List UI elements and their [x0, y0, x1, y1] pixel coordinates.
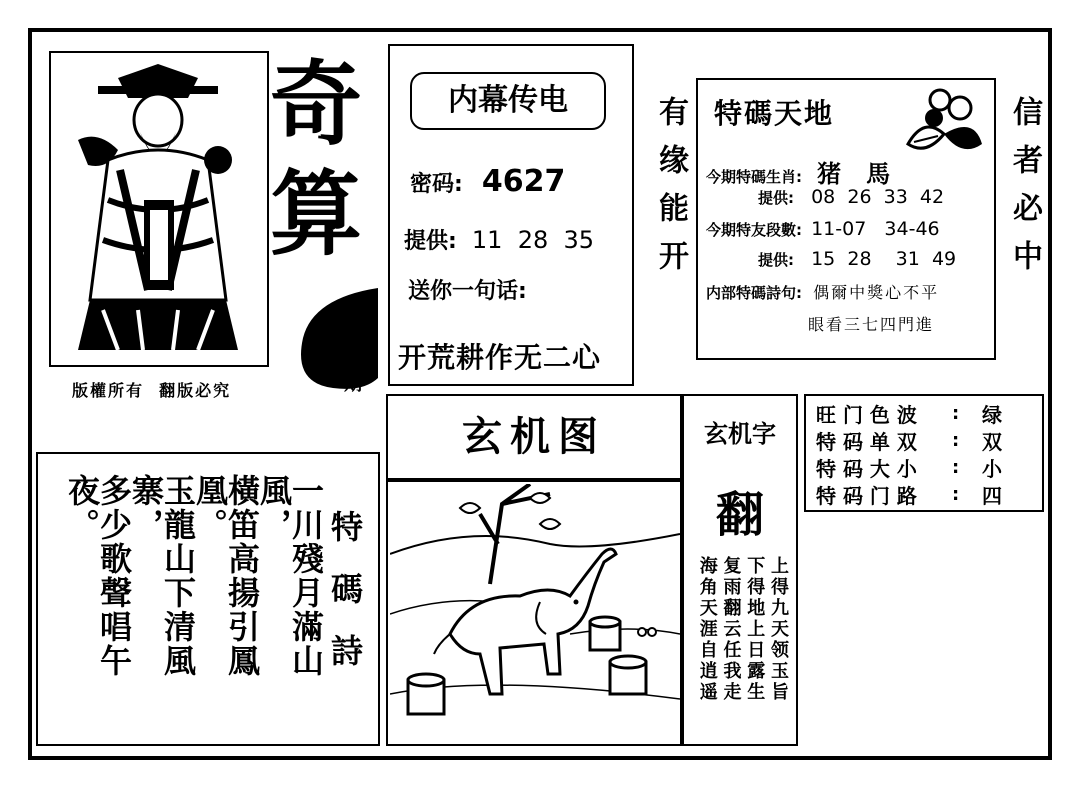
attribute-value: 四	[982, 484, 1002, 508]
tema-provide2-value: 15 28 31 49	[811, 248, 957, 270]
attribute-sep: :	[952, 430, 960, 451]
phrase-text: 开荒耕作无二心	[398, 341, 602, 374]
xuanji-zi-panel	[682, 394, 798, 746]
tema-poem-line: 橫笛高揚引鳳凰。	[191, 474, 261, 678]
xuanji-tu-title-box	[386, 394, 682, 480]
friend-row	[706, 218, 940, 240]
tema-provide1-value: 08 26 33 42	[811, 186, 945, 208]
tema-poem-columns	[63, 474, 368, 738]
xuanji-zi-column: 上得九天领玉旨	[767, 556, 789, 703]
attribute-sep: :	[952, 457, 960, 478]
tema-provide2-label: 提供:	[758, 251, 794, 269]
password-value: 4627	[481, 164, 566, 199]
zodiac-label: 今期特碼生肖:	[706, 168, 802, 186]
tema-poem-line: 一川殘月滿山風，	[255, 474, 325, 678]
attribute-row	[816, 400, 1032, 427]
password-label: 密码:	[410, 172, 463, 197]
xuanji-zi-column: 复雨翻云任我走	[720, 556, 742, 703]
inner-provide-label: 提供:	[404, 229, 457, 254]
tema-poem-title: 特碼詩	[326, 510, 364, 696]
banner-ink-blob	[293, 288, 378, 398]
elephant-illustration	[390, 484, 680, 744]
tema-poem-line: 玉龍山下清風寨，	[127, 474, 197, 678]
tema-provide1-row	[758, 186, 944, 208]
attribute-label: 特 码 单 双	[816, 430, 917, 454]
issue-suffix: 期	[344, 374, 362, 395]
inner-message-panel	[388, 44, 634, 386]
attribute-row	[816, 454, 1032, 481]
tema-provide1-label: 提供:	[758, 189, 794, 207]
tema-poem-line: 多少歌聲唱午夜。	[63, 474, 133, 678]
inner-title-box	[410, 72, 606, 130]
attribute-sep: :	[952, 484, 960, 505]
attribute-value: 小	[982, 457, 1002, 481]
xuanji-tu-illustration-box	[386, 480, 682, 746]
inner-title: 内幕传电	[448, 83, 568, 118]
xuanji-tu-title: 玄机图	[462, 414, 606, 460]
banner-title-suan: 算	[270, 160, 363, 268]
tema-provide2-row	[758, 248, 956, 270]
password-row	[410, 164, 565, 199]
vertical-slogan-left: 有缘能开	[653, 96, 688, 288]
tema-poem-panel	[36, 452, 380, 746]
attribute-value: 绿	[982, 403, 1002, 427]
attribute-row	[816, 481, 1032, 508]
poem-verse-line1: 偶爾中獎心不平	[813, 283, 940, 302]
friend-value: 11-07 34-46	[811, 218, 940, 240]
xuanji-zi-title: 玄机字	[704, 420, 776, 448]
attribute-label: 特 码 大 小	[816, 457, 917, 481]
zodiac-value: 猪 馬	[817, 160, 891, 188]
tema-title: 特碼天地	[714, 97, 835, 130]
attribute-label: 特 码 门 路	[816, 484, 917, 508]
xuanji-zi-char: 翻	[715, 487, 764, 543]
attributes-panel	[804, 394, 1044, 512]
xuanji-zi-column: 下得地上日露生	[744, 556, 766, 703]
banner	[38, 38, 378, 438]
attribute-label: 旺 门 色 波	[816, 403, 917, 427]
poem-verse-row	[706, 280, 939, 303]
inner-provide-row	[404, 224, 594, 255]
poem-verse-line2: 眼看三七四門進	[808, 315, 935, 334]
friend-label: 今期特友段數:	[706, 221, 802, 239]
inner-provide-value: 11 28 35	[471, 226, 595, 254]
attribute-sep: :	[952, 403, 960, 424]
phrase-label: 送你一句话:	[408, 279, 527, 304]
zodiac-row	[706, 154, 890, 189]
xuanji-zi-verses	[696, 556, 788, 736]
god-figure-illustration	[48, 50, 270, 368]
poem-verse-label: 内部特碼詩句:	[706, 284, 802, 302]
banner-title-qi: 奇	[270, 50, 363, 158]
copyright-notice: 版權所有 翻版必究	[72, 381, 232, 400]
attribute-value: 双	[982, 430, 1002, 454]
vertical-slogan-right: 信者必中	[1007, 96, 1042, 288]
xuanji-zi-column: 海角天涯自逍遥	[696, 556, 718, 703]
fruit-icon	[904, 86, 984, 158]
attribute-row	[816, 427, 1032, 454]
tema-panel	[696, 78, 996, 360]
